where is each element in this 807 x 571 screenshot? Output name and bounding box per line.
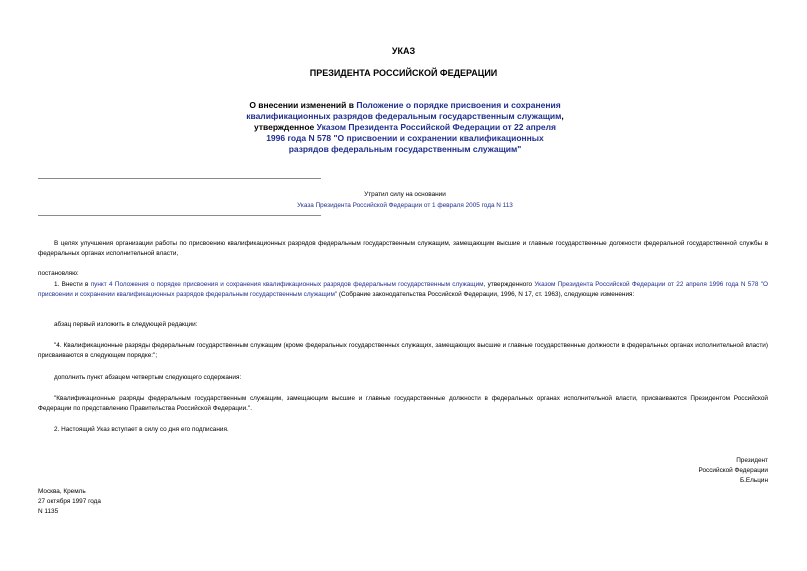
decree-word: постановляю:	[38, 270, 79, 277]
validity-note-link[interactable]: Указа Президента Российской Федерации от 1 февраля 2005 года N 113	[297, 202, 513, 209]
top-divider	[38, 178, 321, 179]
subject-link-regulation[interactable]: Положение о порядке присвоения и сохранения квалификационных разрядов федеральным государственным служащим	[246, 100, 562, 121]
quote-2: "Квалификационные разряды федеральным государственным служащим, замещающим высшие и главные государственные должности в федеральных органах исполнительной власти, присваиваются Президентом Российской Федерации по представлению Правительства Российской Федерации.".	[38, 395, 768, 412]
signature-country: Российской Федерации	[698, 467, 768, 474]
document-issuer: ПРЕЗИДЕНТА РОССИЙСКОЙ ФЕДЕРАЦИИ	[309, 68, 498, 78]
signature-title: Президент	[736, 457, 768, 464]
item-1-text-b: , утвержденного	[483, 281, 535, 288]
item-1-text-d: (Собрание законодательства Российской Федерации, 1996, N 17, ст. 1963), следующие изменения:	[337, 291, 635, 298]
quote-1: "4. Квалификационные разряды федеральным государственным служащим (кроме федеральных государственных служащих, замещающих высшие и главные государственные должности в федеральных органах исполнительной власти) присваиваются в следующем порядке:";	[38, 342, 768, 359]
bottom-divider	[38, 215, 321, 216]
signing-place: Москва, Кремль	[38, 488, 86, 495]
item-2-paragraph: 2. Настоящий Указ вступает в силу со дня его подписания.	[54, 426, 229, 433]
paragraph-a: абзац первый изложить в следующей редакции:	[54, 321, 198, 328]
signing-date: 27 октября 1997 года	[38, 498, 101, 505]
item-1-text-a: 1. Внести в	[54, 281, 91, 288]
item-1-link-decree[interactable]: Указом	[534, 281, 556, 288]
subject-link-decree[interactable]: Указом Президента Российской Федерации от 22 апреля 1996 года N 578 "О присвоении и сохранении квалификационных разрядов федеральным государственным служащим"	[266, 122, 557, 154]
item-1-link-point[interactable]: пункт 4 Положения о порядке присвоения и сохранения квалификационных разрядов федеральным государственным служащим	[90, 281, 484, 288]
preamble-paragraph: В целях улучшения организации работы по присвоению квалификационных разрядов федеральным государственным служащим, замещающим высшие и главные государственные должности федеральной государственной службы в федеральных органах исполнительной власти,	[38, 240, 768, 257]
item-1-link-decree-title[interactable]: Президента Российской Федерации от 22 апреля 1996 года N 578 "О присвоении и сохранении квалификационных разрядов федеральным государственным служащим"	[38, 281, 768, 298]
document-number: N 1135	[38, 508, 59, 515]
signature-name: Б.Ельцин	[739, 477, 768, 484]
validity-note-line: Утратил силу на основании	[364, 191, 446, 198]
document-title: УКАЗ	[391, 46, 416, 56]
subject-text-2: , утвержденное	[253, 111, 564, 132]
item-1-paragraph	[38, 280, 768, 300]
paragraph-b: дополнить пункт абзацем четвертым следующего содержания:	[54, 374, 242, 381]
document-subject	[245, 100, 565, 155]
subject-text-1: О внесении изменений в	[249, 100, 357, 110]
